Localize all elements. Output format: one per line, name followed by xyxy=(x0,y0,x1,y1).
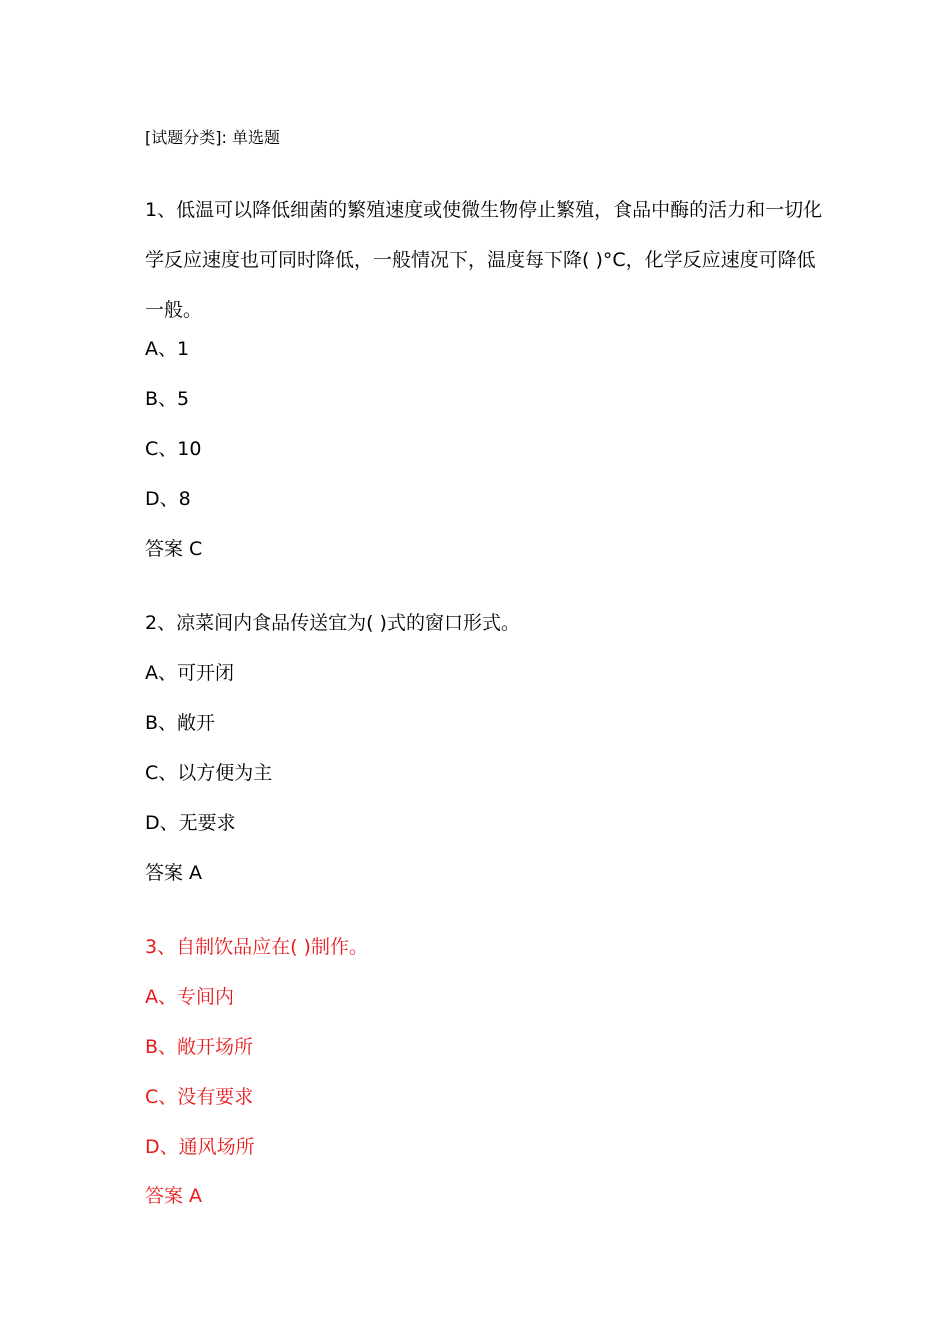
question-2-stem: 2、凉菜间内食品传送宜为( )式的窗口形式。 xyxy=(145,612,520,634)
question-1-answer: 答案 C xyxy=(145,538,203,560)
question-2-option-c: C、以方便为主 xyxy=(145,762,273,784)
question-3-stem: 3、自制饮品应在( )制作。 xyxy=(145,936,368,958)
question-2-option-d: D、无要求 xyxy=(145,812,236,834)
question-2-option-a: A、可开闭 xyxy=(145,662,234,684)
question-1-option-d: D、8 xyxy=(145,488,191,510)
question-1-option-c: C、10 xyxy=(145,438,202,460)
question-3-option-a: A、专间内 xyxy=(145,986,234,1008)
question-3-option-d: D、通风场所 xyxy=(145,1136,255,1158)
question-category: [试题分类]: 单选题 xyxy=(145,128,280,147)
question-3-answer: 答案 A xyxy=(145,1185,203,1207)
question-3-option-b: B、敞开场所 xyxy=(145,1036,254,1058)
question-2-option-b: B、敞开 xyxy=(145,712,216,734)
question-1-option-b: B、5 xyxy=(145,388,190,410)
question-3-option-c: C、没有要求 xyxy=(145,1086,254,1108)
question-2-answer: 答案 A xyxy=(145,862,203,884)
question-1-option-a: A、1 xyxy=(145,338,190,360)
question-1-stem: 1、低温可以降低细菌的繁殖速度或使微生物停止繁殖，食品中酶的活力和一切化学反应速度也可同时降低，一般情况下，温度每下降( )°C，化学反应速度可降低一般。 xyxy=(145,199,823,321)
